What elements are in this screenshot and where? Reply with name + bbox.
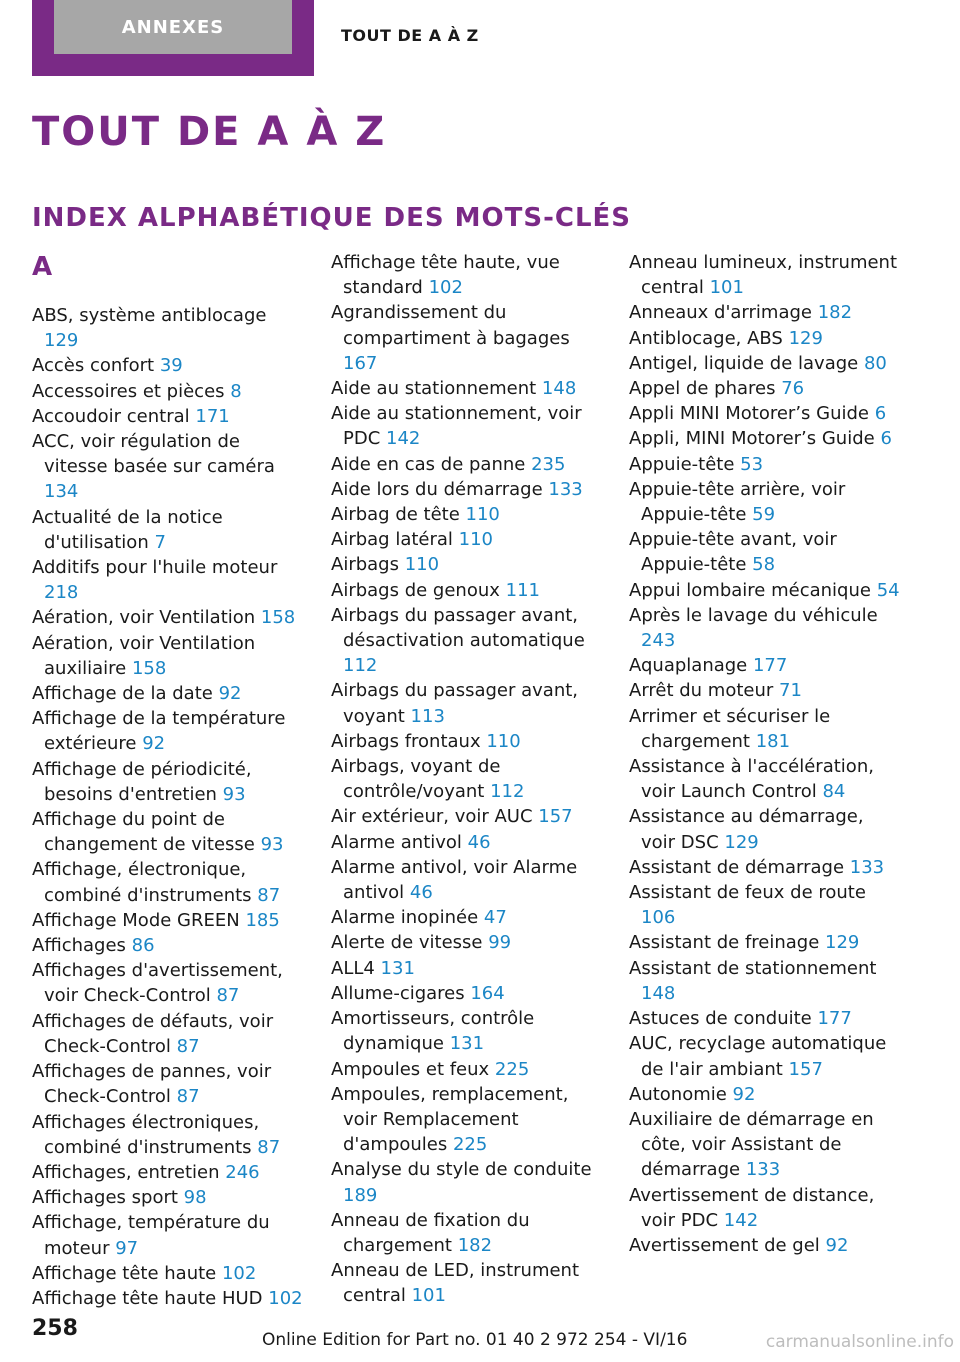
index-entry-text: Appuie-tête arrière, voir Appuie-tête (629, 478, 846, 526)
index-page-link[interactable]: 164 (470, 982, 505, 1004)
chapter-tab-label: ANNEXES (54, 0, 292, 54)
index-page-link[interactable]: 225 (494, 1058, 530, 1080)
page-subtitle: INDEX ALPHABÉTIQUE DES MOTS-CLÉS (32, 203, 631, 233)
index-entry-text: Accès confort (32, 355, 160, 377)
index-column-3 (629, 250, 901, 1258)
index-entry-text: Airbag de tête (331, 504, 466, 526)
page-number: 258 (32, 1316, 78, 1341)
index-page-link[interactable]: 87 (216, 985, 240, 1007)
index-page-link[interactable]: 133 (745, 1159, 781, 1181)
index-entry (331, 1208, 603, 1258)
index-entry-text: Assistant de freinage (629, 932, 826, 954)
index-entry (32, 379, 304, 404)
index-entry-text: Affichages sport (32, 1187, 184, 1209)
index-entry-text: Affichages d'avertissement, voir Check-Control (32, 960, 283, 1007)
index-page-link[interactable]: 167 (343, 352, 378, 374)
index-entry (331, 452, 603, 477)
index-entry (629, 326, 901, 351)
index-page-link[interactable]: 54 (876, 579, 900, 601)
index-entry-text: Airbags frontaux (331, 730, 487, 752)
index-page-link[interactable]: 129 (788, 327, 823, 349)
index-entry (629, 754, 901, 804)
index-entry (629, 653, 901, 678)
index-entry-text: Affichages électroniques, combiné d'instruments (32, 1111, 260, 1158)
index-page-link[interactable]: 46 (467, 831, 491, 853)
index-entry (331, 376, 603, 401)
index-entry-text: Appuie-tête (629, 453, 741, 475)
index-page-link[interactable]: 218 (44, 582, 79, 604)
index-page-link[interactable]: 110 (404, 554, 440, 576)
index-column-1 (32, 250, 304, 1311)
index-page-link[interactable]: 110 (486, 730, 521, 752)
index-entry (629, 477, 901, 527)
index-entry-text: Appli, MINI Motorer’s Guide (629, 428, 881, 450)
index-page-link[interactable]: 111 (505, 579, 540, 601)
index-page-link[interactable]: 129 (44, 330, 79, 352)
index-entry-text: Affichage, température du moteur (32, 1212, 270, 1259)
index-entry (32, 958, 304, 1008)
index-page-link[interactable]: 93 (260, 834, 284, 856)
index-entry-text: Anneau de LED, instrument central (331, 1260, 580, 1307)
index-page-link[interactable]: 110 (458, 529, 493, 551)
index-entry (32, 1160, 304, 1185)
index-entry-text: Affichage du point de changement de vitesse (32, 809, 261, 856)
index-page-link[interactable]: 39 (159, 355, 183, 377)
index-entry (32, 605, 304, 630)
index-page-link[interactable]: 225 (452, 1134, 488, 1156)
index-entry (331, 956, 603, 981)
index-page-link[interactable]: 47 (483, 907, 507, 929)
index-entry (32, 1185, 304, 1210)
index-entry-text: Additifs pour l'huile moteur (32, 557, 278, 579)
index-page-link[interactable]: 92 (142, 733, 166, 755)
index-entry (331, 930, 603, 955)
index-entry-text: Après le lavage du véhicule (629, 604, 878, 626)
index-page-link[interactable]: 87 (176, 1035, 200, 1057)
index-page-link[interactable]: 8 (230, 380, 242, 402)
index-entry (629, 452, 901, 477)
index-entry (331, 804, 603, 829)
index-entry-text: Avertissement de gel (629, 1234, 826, 1256)
index-page-link[interactable]: 6 (874, 403, 887, 425)
index-entry (331, 527, 603, 552)
index-page-link[interactable]: 157 (538, 806, 573, 828)
index-entry-text: Anneau de fixation du chargement (331, 1209, 530, 1256)
index-page-link[interactable]: 76 (781, 378, 805, 400)
index-entry (629, 1006, 901, 1031)
index-entry (331, 250, 603, 300)
index-entry-text: Antiblocage, ABS (629, 327, 789, 349)
index-entry (331, 1057, 603, 1082)
index-entry-text: Amortisseurs, contrôle dynamique (331, 1008, 535, 1055)
index-page-link[interactable]: 87 (176, 1086, 200, 1108)
index-page-link[interactable]: 157 (788, 1058, 823, 1080)
index-entry-text: AUC, recyclage automatique de l'air ambiant (629, 1033, 887, 1080)
index-entry (331, 729, 603, 754)
index-entry-text: Auxiliaire de démarrage en côte, voir Assistant de démarrage (629, 1108, 874, 1181)
index-entry-text: Assistance au démarrage, voir DSC (629, 806, 864, 853)
index-entry-text: Alerte de vitesse (331, 932, 489, 954)
index-entry (331, 502, 603, 527)
index-page-link[interactable]: 106 (641, 907, 676, 929)
index-page-link[interactable]: 102 (268, 1287, 303, 1309)
index-page-link[interactable]: 99 (488, 932, 512, 954)
index-page-link[interactable]: 133 (548, 478, 583, 500)
index-entry-text: ACC, voir régulation de vitesse basée sur caméra (32, 431, 275, 478)
index-entry (32, 933, 304, 958)
index-page-link[interactable]: 246 (225, 1161, 260, 1183)
index-page-link[interactable]: 97 (115, 1237, 139, 1259)
index-entry (32, 555, 304, 605)
index-page-link[interactable]: 53 (740, 453, 764, 475)
index-entry (32, 353, 304, 378)
index-entry-text: Aquaplanage (629, 655, 753, 677)
index-entry-text: Aide lors du démarrage (331, 478, 549, 500)
index-entry-text: Alarme inopinée (331, 907, 484, 929)
index-entry (331, 578, 603, 603)
index-entry (629, 401, 901, 426)
index-page-link[interactable]: 87 (257, 1136, 281, 1158)
index-page-link[interactable]: 113 (410, 705, 445, 727)
index-page-link[interactable]: 177 (752, 655, 788, 677)
index-entry-text: Astuces de conduite (629, 1008, 818, 1030)
index-page-link[interactable]: 101 (411, 1285, 446, 1307)
index-entry (32, 303, 304, 353)
index-entry (629, 704, 901, 754)
index-page-link[interactable]: 93 (222, 783, 246, 805)
index-page-link[interactable]: 142 (386, 428, 421, 450)
index-entry (32, 807, 304, 857)
index-entry-text: Aération, voir Ventilation (32, 607, 261, 629)
index-entry (331, 552, 603, 577)
index-entry (32, 505, 304, 555)
index-entry (629, 930, 901, 955)
index-entry (629, 376, 901, 401)
index-entry (629, 880, 901, 930)
index-entry (331, 1082, 603, 1158)
index-entry-text: Airbags (331, 554, 405, 576)
index-page-link[interactable]: 181 (755, 730, 791, 752)
index-page-link[interactable]: 92 (732, 1083, 756, 1105)
index-page-link[interactable]: 182 (817, 302, 853, 324)
index-page-link[interactable]: 133 (849, 856, 885, 878)
index-entry (32, 681, 304, 706)
index-entry-text: Appuie-tête avant, voir Appuie-tête (629, 529, 837, 576)
section-header: TOUT DE A À Z (341, 26, 479, 45)
index-entry (629, 956, 901, 1006)
index-page-link[interactable]: 131 (380, 957, 415, 979)
index-letter: A (32, 252, 53, 282)
edition-footer: Online Edition for Part no. 01 40 2 972 254 - VI/16 (262, 1330, 688, 1350)
index-entry-text: Affichage de la température extérieure (32, 708, 286, 755)
index-entry-text: Aération, voir Ventilation auxiliaire (32, 632, 256, 679)
index-entry (629, 804, 901, 854)
index-page-link[interactable]: 92 (825, 1234, 849, 1256)
index-entry-text: Appli MINI Motorer’s Guide (629, 403, 875, 425)
index-page-link[interactable]: 158 (131, 657, 167, 679)
index-page-link[interactable]: 235 (531, 453, 566, 475)
index-entry (32, 404, 304, 429)
index-entry (331, 401, 603, 451)
index-entry-text: Analyse du style de conduite (331, 1159, 592, 1181)
index-entry (629, 426, 901, 451)
index-entry-text: Airbags de genoux (331, 579, 506, 601)
index-entry-text: Affichages de défauts, voir Check-Control (32, 1010, 274, 1057)
index-page-link[interactable]: 131 (449, 1033, 485, 1055)
index-page-link[interactable]: 6 (880, 428, 892, 450)
index-entry (331, 830, 603, 855)
index-page-link[interactable]: 58 (752, 554, 776, 576)
index-entry-text: Aide au stationnement, voir PDC (331, 403, 582, 450)
index-page-link[interactable]: 177 (817, 1008, 852, 1030)
index-entry-text: Assistant de feux de route (629, 882, 866, 904)
index-entry-text: Assistance à l'accélération, voir Launch Control (629, 756, 874, 803)
index-entry (331, 855, 603, 905)
chapter-tab (32, 0, 314, 76)
index-page-link[interactable]: 112 (490, 781, 525, 803)
index-entry-text: Arrimer et sécuriser le chargement (629, 705, 831, 752)
index-page-link[interactable]: 7 (154, 531, 166, 553)
index-entry-text: Actualité de la notice d'utilisation (32, 506, 223, 553)
index-entry-text: ABS, système antiblocage (32, 305, 267, 326)
index-entry-text: Aide au stationnement (331, 378, 542, 400)
index-page-link[interactable]: 59 (752, 504, 776, 526)
index-entry-text: Appui lombaire mécanique (629, 579, 877, 601)
index-entry (32, 1210, 304, 1260)
index-entry (32, 1110, 304, 1160)
index-page-link[interactable]: 80 (863, 352, 887, 374)
index-entry-text: Affichage de la date (32, 683, 219, 705)
index-entry (629, 578, 901, 603)
index-entry-text: Ampoules, remplacement, voir Remplacement d'ampoules (331, 1083, 569, 1156)
index-entry (629, 1183, 901, 1233)
index-entry (32, 429, 304, 505)
watermark: carmanualsonline.info (765, 1332, 954, 1352)
index-entry-text: Airbags, voyant de contrôle/voyant (331, 756, 501, 803)
index-entry (331, 981, 603, 1006)
index-entry (331, 477, 603, 502)
index-entry-text: Avertissement de distance, voir PDC (629, 1184, 875, 1231)
index-entry (32, 1261, 304, 1286)
index-entry (629, 1031, 901, 1081)
index-page-link[interactable]: 87 (257, 884, 281, 906)
index-entry-text: Accessoires et pièces (32, 380, 231, 402)
index-page-link[interactable]: 148 (641, 982, 676, 1004)
index-entry-text: Affichage tête haute (32, 1262, 222, 1284)
index-entry (629, 300, 901, 325)
index-entry-text: Alarme antivol (331, 831, 468, 853)
index-entry (629, 1082, 901, 1107)
index-entry-text: Appel de phares (629, 378, 782, 400)
index-entry-text: ALL4 (331, 957, 381, 979)
index-entry (629, 855, 901, 880)
index-page-link[interactable]: 110 (465, 504, 500, 526)
index-entry (629, 351, 901, 376)
index-entry (629, 527, 901, 577)
index-entry (331, 754, 603, 804)
index-entry-text: Affichage tête haute HUD (32, 1287, 269, 1309)
index-entry-text: Accoudoir central (32, 405, 196, 427)
index-page-link[interactable]: 92 (218, 683, 242, 705)
index-page-link[interactable]: 112 (343, 655, 378, 677)
index-entry (629, 1107, 901, 1183)
index-entry-text: Ampoules et feux (331, 1058, 495, 1080)
index-entry (32, 908, 304, 933)
index-entry (629, 603, 901, 653)
index-entry (629, 678, 901, 703)
index-page-link[interactable]: 171 (195, 405, 230, 427)
index-entry (331, 905, 603, 930)
index-entry-text: Anneaux d'arrimage (629, 302, 818, 324)
index-entry-text: Affichages (32, 935, 132, 957)
index-page-link[interactable]: 71 (779, 680, 802, 702)
index-page-link[interactable]: 182 (457, 1234, 493, 1256)
index-entry-text: Air extérieur, voir AUC (331, 806, 539, 828)
index-entry (32, 1286, 304, 1311)
index-entry (32, 631, 304, 681)
index-page-link[interactable]: 98 (183, 1187, 207, 1209)
index-entry-text: Airbags du passager avant, désactivation automatique (331, 604, 585, 652)
index-entry-text: Airbag latéral (331, 529, 459, 551)
index-entry (32, 757, 304, 807)
index-entry-text: Alarme antivol, voir Alarme antivol (331, 856, 578, 904)
index-entry (331, 300, 603, 376)
index-entry (331, 678, 603, 728)
index-page-link[interactable]: 102 (428, 277, 463, 299)
index-entry (629, 250, 901, 300)
index-column-2 (331, 250, 603, 1309)
index-entry (629, 1233, 901, 1258)
index-entry (331, 603, 603, 679)
index-entry (32, 1059, 304, 1109)
index-page-link[interactable]: 101 (709, 277, 744, 299)
index-entry-text: Affichage tête haute, vue standard (331, 252, 560, 299)
index-entry-text: Agrandissement du compartiment à bagages (331, 302, 570, 349)
page-title: TOUT DE A À Z (32, 109, 387, 155)
index-entry-text: Assistant de stationnement (629, 957, 877, 979)
index-entry-text: Arrêt du moteur (629, 680, 780, 702)
index-entry (331, 1258, 603, 1308)
index-page-link[interactable]: 46 (409, 882, 433, 904)
index-entry (32, 857, 304, 907)
index-entry-text: Affichages de pannes, voir Check-Control (32, 1061, 272, 1108)
index-entry-text: Affichage Mode GREEN (32, 909, 246, 931)
index-entry-text: Airbags du passager avant, voyant (331, 680, 579, 727)
index-entry (331, 1157, 603, 1207)
index-page-link[interactable]: 129 (724, 831, 759, 853)
index-page-link[interactable]: 86 (131, 935, 155, 957)
index-page-link[interactable]: 185 (245, 909, 280, 931)
index-page-link[interactable]: 158 (260, 607, 296, 629)
index-entry-text: Affichages, entretien (32, 1161, 226, 1183)
index-entry-text: Aide en cas de panne (331, 453, 532, 475)
index-entry (32, 706, 304, 756)
index-entry-text: Allume-cigares (331, 982, 471, 1004)
index-entry-text: Affichage, électronique, combiné d'instruments (32, 859, 258, 906)
index-page-link[interactable]: 84 (822, 781, 846, 803)
index-page-link[interactable]: 102 (221, 1262, 257, 1284)
index-entry (331, 1006, 603, 1056)
index-page-link[interactable]: 148 (541, 378, 577, 400)
index-entry (32, 1009, 304, 1059)
index-page-link[interactable]: 129 (825, 932, 860, 954)
index-page-link[interactable]: 243 (641, 630, 676, 652)
index-page-link[interactable]: 134 (44, 481, 79, 503)
index-page-link[interactable]: 189 (343, 1184, 378, 1206)
index-entry-text: Anneau lumineux, instrument central (629, 252, 898, 299)
index-entry-text: Autonomie (629, 1083, 733, 1105)
index-entry-text: Affichage de périodicité, besoins d'entretien (32, 758, 252, 805)
index-entry-text: Antigel, liquide de lavage (629, 352, 864, 374)
index-entry-text: Assistant de démarrage (629, 856, 850, 878)
index-page-link[interactable]: 142 (723, 1209, 759, 1231)
